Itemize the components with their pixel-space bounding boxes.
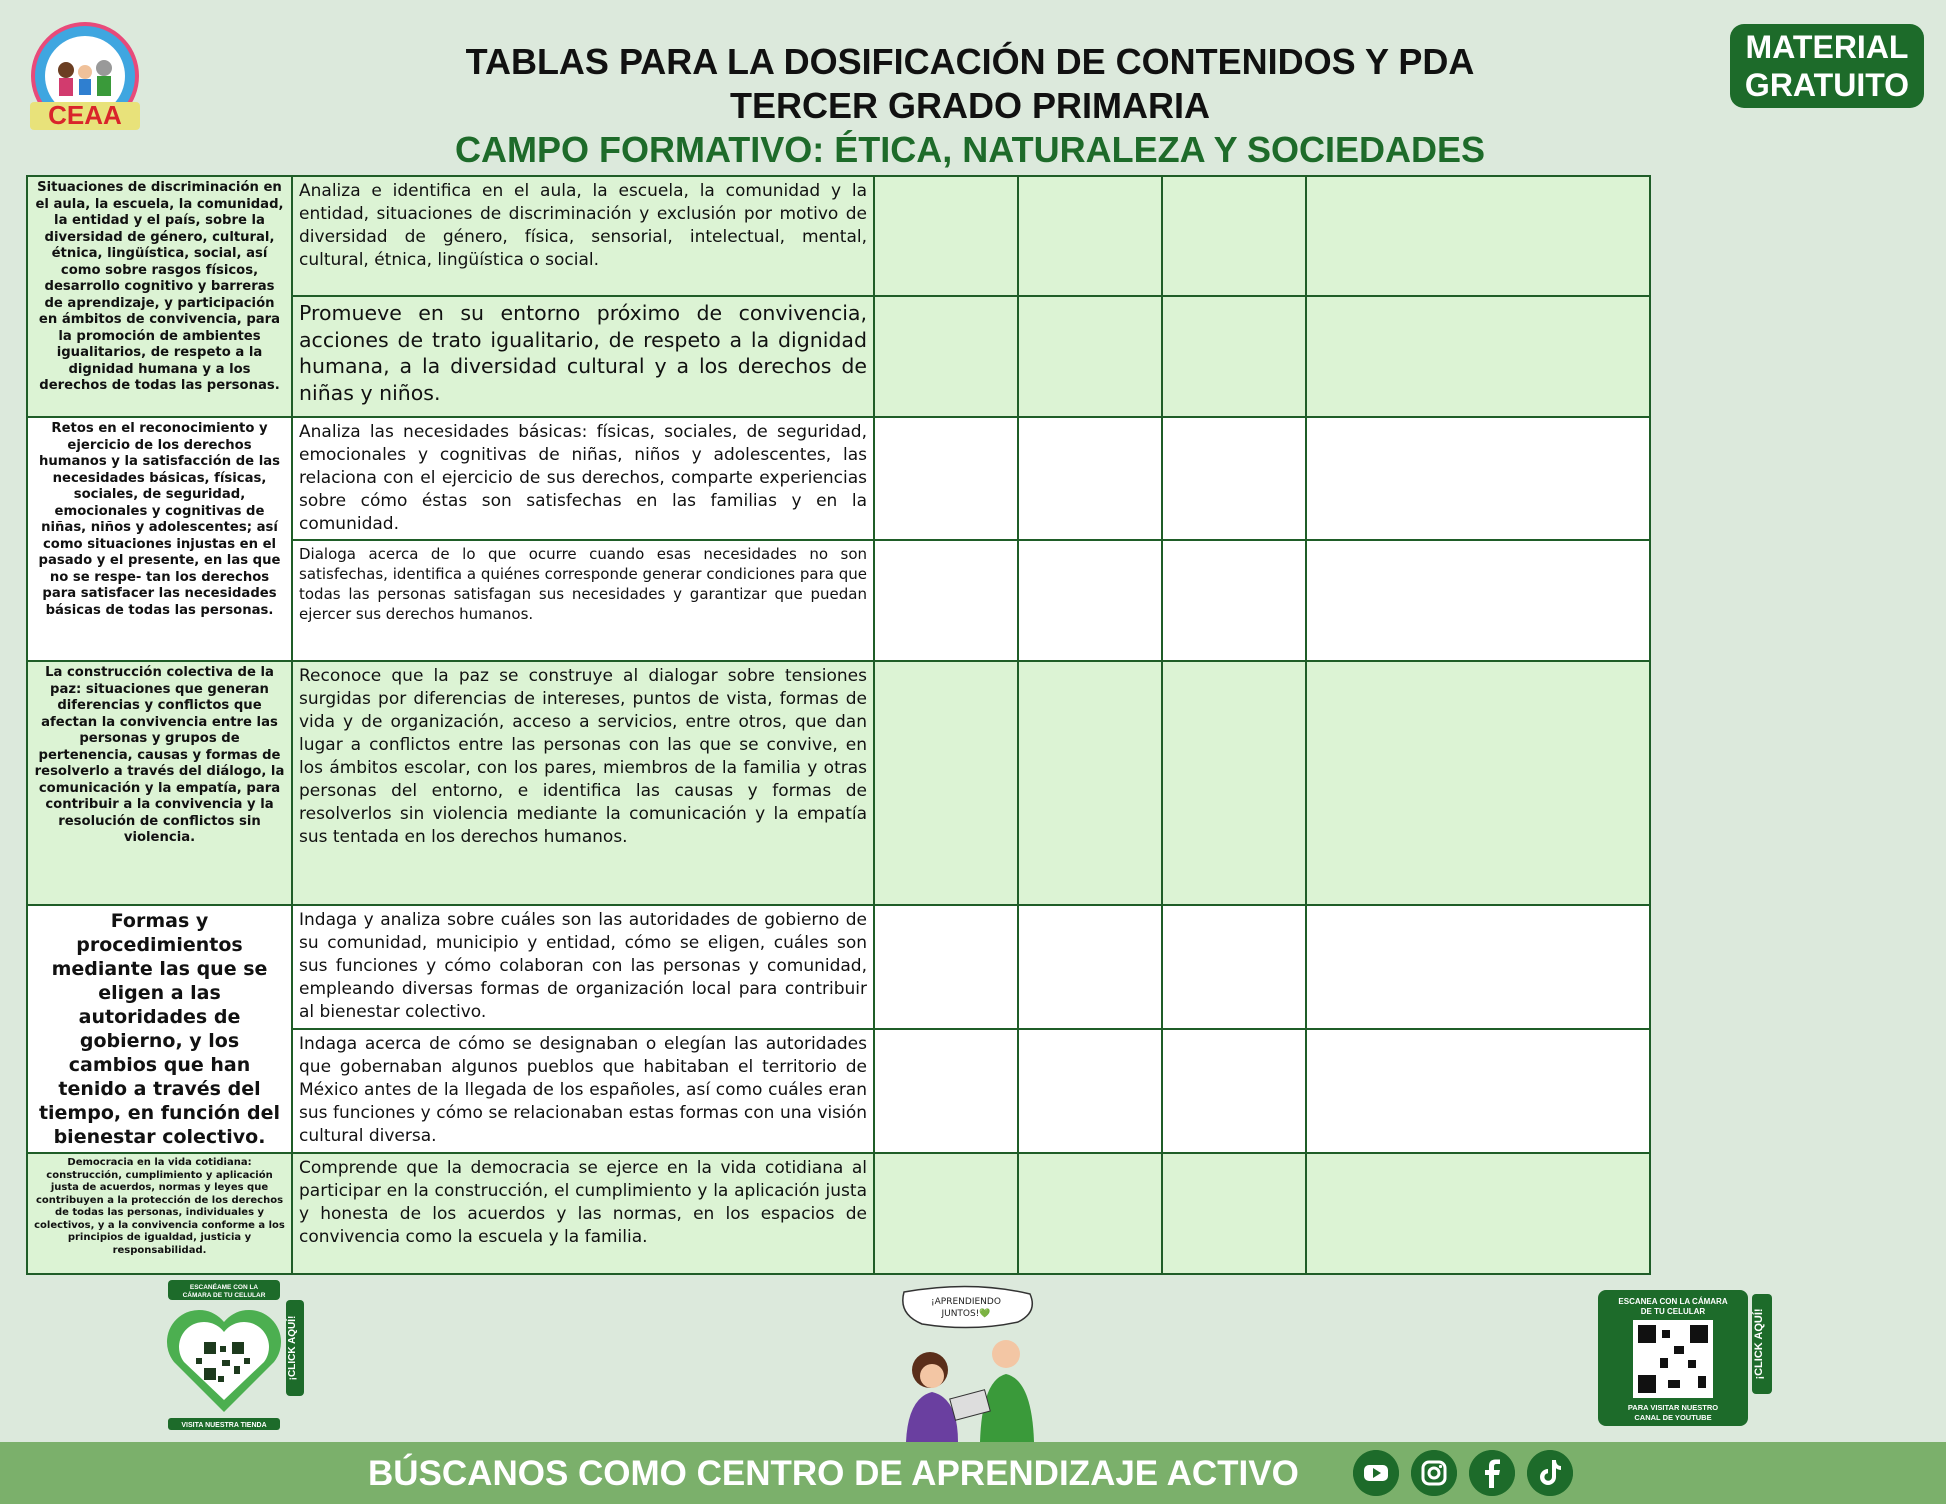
table-row	[27, 176, 1650, 296]
table-row	[27, 1153, 1650, 1274]
dosificacion-table	[26, 175, 1651, 1275]
empty-cell[interactable]	[1306, 176, 1650, 296]
contenido-cell: Retos en el reconocimiento y ejercicio de los derechos humanos y la satisfacción de las necesidades básicas, físicas, sociales, de seguridad, emocionales y cognitivas de niñas, niños y adolescentes; así como situaciones injustas en el pasado y el presente, en las que no se respe- tan los derechos para satisfacer las necesidades básicas de todas las personas.	[27, 417, 292, 661]
empty-cell[interactable]	[1306, 417, 1650, 540]
empty-cell[interactable]	[1018, 661, 1162, 905]
empty-cell[interactable]	[874, 1153, 1018, 1274]
contenido-cell: Democracia en la vida cotidiana: construcción, cumplimiento y aplicación justa de acuerdos, normas y leyes que contribuyen a la protección de los derechos de todas las personas, individuales y colectivos, y a la convivencia conforme a los principios de igualdad, justicia y responsabilidad.	[27, 1153, 292, 1274]
svg-text:¡CLICK AQUÍ!: ¡CLICK AQUÍ!	[287, 1315, 298, 1381]
svg-text:CANAL DE YOUTUBE: CANAL DE YOUTUBE	[1634, 1413, 1712, 1422]
table-row	[27, 661, 1650, 905]
empty-cell[interactable]	[1306, 296, 1650, 417]
empty-cell[interactable]	[1018, 417, 1162, 540]
table-row	[27, 417, 1650, 540]
empty-cell[interactable]	[874, 661, 1018, 905]
svg-text:¡CLICK AQUÍ!: ¡CLICK AQUÍ!	[1753, 1308, 1765, 1380]
svg-text:ESCANÉAME CON LA: ESCANÉAME CON LA	[189, 1284, 259, 1291]
title-block	[300, 40, 1640, 172]
pda-cell: Reconoce que la paz se construye al dialogar sobre tensiones surgidas por diferencias de intereses, puntos de vista, formas de vida y de organización, acceso a servicios, entre otros, que dan lugar a conflictos entre las personas con las que se convive, en los ámbitos escolar, con los pares, miembros de la familia y otras personas del entorno, e identifica las causas y formas de resolverlos sin violencia mediante la comunicación y la empatía sus tentada en los derechos humanos.	[292, 661, 874, 905]
contenido-cell: Formas y procedimientos mediante las que se eligen a las autoridades de gobierno, y los cambios que han tenido a través del tiempo, en función del bienestar colectivo.	[27, 905, 292, 1153]
facebook-icon[interactable]	[1469, 1450, 1515, 1496]
pda-cell: Dialoga acerca de lo que ocurre cuando esas necesidades no son satisfechas, identifica a quiénes corresponde generar condiciones para que todas las personas satisfagan sus necesidades y garantizar que puedan ejercer sus derechos humanos.	[292, 540, 874, 661]
svg-text:JUNTOS!💚: JUNTOS!💚	[941, 1309, 991, 1319]
store-qr-code[interactable]	[160, 1280, 310, 1432]
youtube-icon[interactable]	[1353, 1450, 1399, 1496]
campo-formativo: CAMPO FORMATIVO: ÉTICA, NATURALEZA Y SOCIEDADES	[454, 129, 1486, 170]
empty-cell[interactable]	[1162, 176, 1306, 296]
empty-cell[interactable]	[1018, 176, 1162, 296]
title-line-2: TERCER GRADO PRIMARIA	[729, 85, 1210, 126]
pda-cell: Analiza las necesidades básicas: físicas, sociales, de seguridad, emocionales y cognitivas de niñas, niños y adolescentes, las relaciona con el ejercicio de sus derechos, comparte experiencias sobre cómo éstas son satisfechas en las familias y en la comunidad.	[292, 417, 874, 540]
empty-cell[interactable]	[1018, 1153, 1162, 1274]
pda-cell: Analiza e identifica en el aula, la escuela, la comunidad y la entidad, situaciones de discriminación y exclusión por motivo de diversidad de género, física, sensorial, intelectual, mental, cultural, étnica, lingüística o social.	[292, 176, 874, 296]
empty-cell[interactable]	[1162, 417, 1306, 540]
contenido-cell: La construcción colectiva de la paz: situaciones que generan diferencias y conflictos que afectan la convivencia entre las personas y grupos de pertenencia, causas y formas de resolverlo a través del diálogo, la comunicación y la empatía, para contribuir a la convivencia y la resolución de conflictos sin violencia.	[27, 661, 292, 905]
svg-text:DE TU CELULAR: DE TU CELULAR	[1640, 1307, 1706, 1316]
empty-cell[interactable]	[874, 296, 1018, 417]
empty-cell[interactable]	[1018, 540, 1162, 661]
mascots-illustration	[892, 1282, 1052, 1442]
table-row	[27, 905, 1650, 1029]
footer-bar	[0, 1442, 1946, 1504]
svg-text:PARA VISITAR NUESTRO: PARA VISITAR NUESTRO	[1627, 1403, 1719, 1412]
empty-cell[interactable]	[1162, 661, 1306, 905]
empty-cell[interactable]	[874, 176, 1018, 296]
pda-cell: Comprende que la democracia se ejerce en la vida cotidiana al participar en la construcción, el cumplimiento y la aplicación justa y honesta de los acuerdos y las normas, en los espacios de convivencia como la escuela y la familia.	[292, 1153, 874, 1274]
empty-cell[interactable]	[874, 417, 1018, 540]
empty-cell[interactable]	[1018, 296, 1162, 417]
pda-cell: Indaga y analiza sobre cuáles son las autoridades de gobierno de su comunidad, municipio y entidad, cómo se eligen, cuáles son sus funciones y cómo colaboran con las personas y comunidad, empleando diversas formas de organización local para contribuir al bienestar colectivo.	[292, 905, 874, 1029]
empty-cell[interactable]	[1162, 905, 1306, 1029]
empty-cell[interactable]	[1306, 540, 1650, 661]
contenido-cell: Situaciones de discriminación en el aula, la escuela, la comunidad, la entidad y el país, sobre la diversidad de género, cultural, étnica, lingüística, social, así como sobre rasgos físicos, desarrollo cognitivo y barreras de aprendizaje, y participación en ámbitos de convivencia, para la promoción de ambientes igualitarios, de respeto a la dignidad humana y a los derechos de todas las personas.	[27, 176, 292, 417]
ceaa-logo	[26, 22, 144, 134]
empty-cell[interactable]	[1306, 661, 1650, 905]
empty-cell[interactable]	[1306, 1029, 1650, 1153]
empty-cell[interactable]	[1162, 540, 1306, 661]
empty-cell[interactable]	[874, 540, 1018, 661]
youtube-qr-code[interactable]	[1598, 1290, 1786, 1426]
title-line-1: TABLAS PARA LA DOSIFICACIÓN DE CONTENIDOS Y PDA	[465, 41, 1475, 82]
empty-cell[interactable]	[1018, 905, 1162, 1029]
svg-text:¡APRENDIENDO: ¡APRENDIENDO	[931, 1297, 1001, 1307]
svg-text:CEAA: CEAA	[48, 100, 122, 130]
tiktok-icon[interactable]	[1527, 1450, 1573, 1496]
pda-cell: Indaga acerca de cómo se designaban o elegían las autoridades que gobernaban algunos pueblos que habitaban el territorio de México antes de la llegada de los españoles, así como cuáles eran sus funciones y cómo se relacionaban estas formas con una visión cultural diversa.	[292, 1029, 874, 1153]
empty-cell[interactable]	[1162, 1153, 1306, 1274]
material-gratuito-badge: MATERIAL GRATUITO	[1730, 24, 1924, 108]
svg-text:CÁMARA DE TU CELULAR: CÁMARA DE TU CELULAR	[182, 1292, 266, 1299]
pda-cell: Promueve en su entorno próximo de convivencia, acciones de trato igualitario, de respeto a la dignidad humana, a la diversidad cultural y a los derechos de niñas y niños.	[292, 296, 874, 417]
footer-text: BÚSCANOS COMO CENTRO DE APRENDIZAJE ACTIVO	[368, 1454, 1299, 1493]
empty-cell[interactable]	[1162, 296, 1306, 417]
empty-cell[interactable]	[1018, 1029, 1162, 1153]
instagram-icon[interactable]	[1411, 1450, 1457, 1496]
empty-cell[interactable]	[874, 905, 1018, 1029]
empty-cell[interactable]	[1306, 1153, 1650, 1274]
empty-cell[interactable]	[1162, 1029, 1306, 1153]
empty-cell[interactable]	[1306, 905, 1650, 1029]
empty-cell[interactable]	[874, 1029, 1018, 1153]
svg-text:VISITA NUESTRA TIENDA: VISITA NUESTRA TIENDA	[181, 1422, 267, 1429]
svg-text:ESCANEA CON LA CÁMARA: ESCANEA CON LA CÁMARA	[1618, 1297, 1728, 1306]
